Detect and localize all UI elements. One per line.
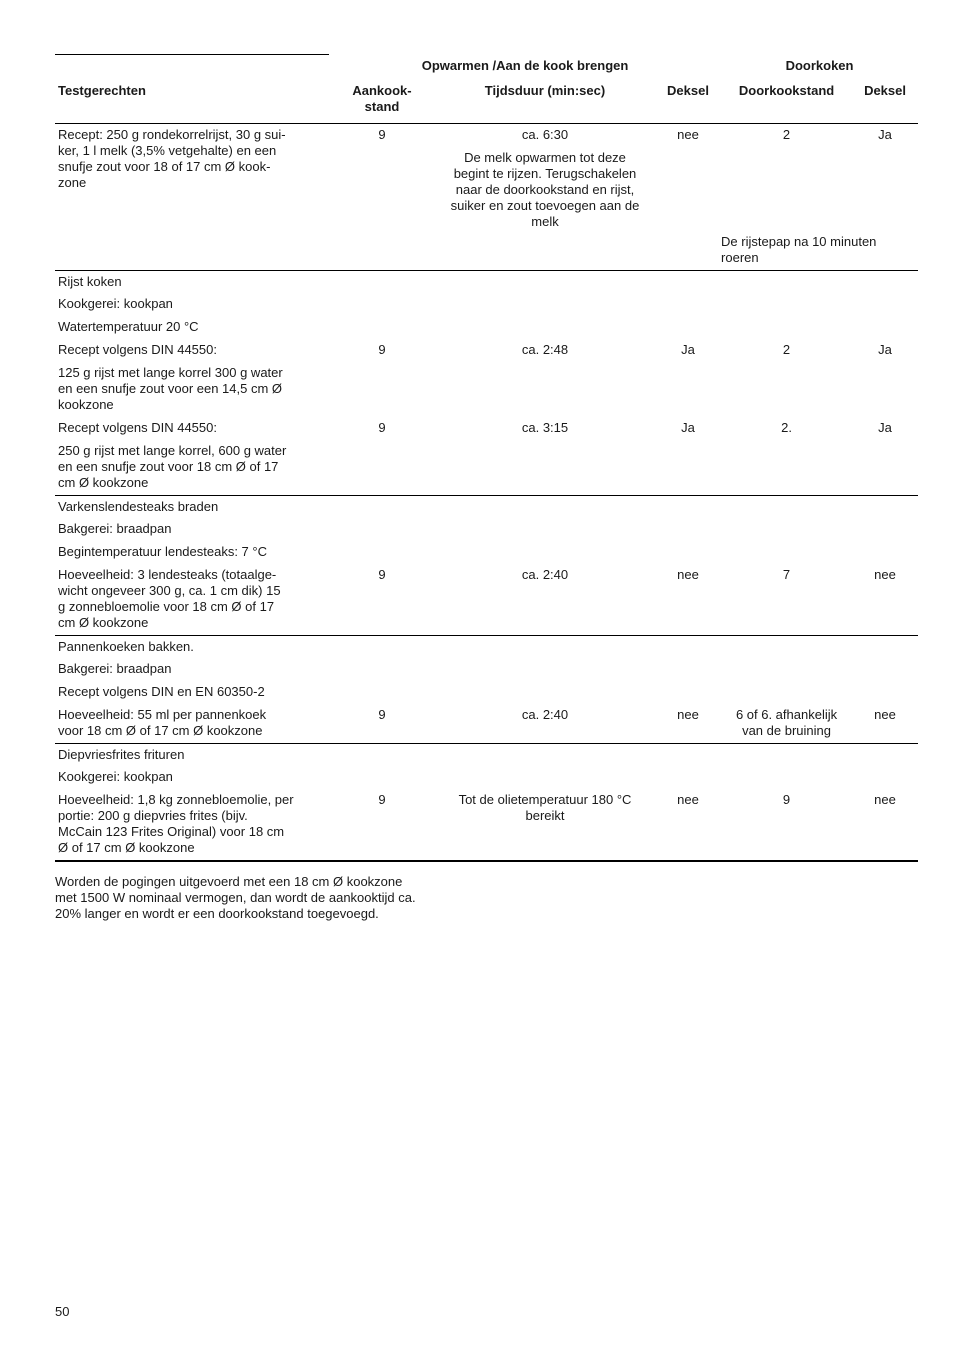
table-row (55, 316, 918, 339)
col-header-dish: Testgerechten (58, 82, 146, 98)
table-row (55, 417, 918, 440)
fries-lid: nee (655, 789, 721, 861)
rice-recipe-1-lid-cook: Ja (878, 341, 892, 357)
table-row (55, 362, 918, 417)
steaks-lid-cook: nee (874, 566, 896, 582)
fries-time: Tot de olietemperatuur 180 °C bereikt (435, 789, 655, 861)
rice-recipe-1-level: 9 (378, 341, 386, 357)
rice-cookware: Kookgerei: kookpan (58, 295, 173, 311)
table-row (55, 518, 918, 541)
table-row (55, 658, 918, 681)
steaks-time: ca. 2:40 (521, 566, 569, 582)
rice-pudding-time-note: De melk opwarmen tot deze begint te rijzen. Terugschakelen naar de doorkookstand en rijst, suiker en zout toevoegen aan de melk (450, 149, 640, 229)
section-title-pancakes: Pannenkoeken bakken. (55, 635, 329, 658)
table-row (55, 564, 918, 636)
pancakes-cook-level: 6 of 6. afhankelijk van de bruining (735, 706, 838, 738)
table-row (55, 339, 918, 362)
rice-pudding-lid: nee (655, 123, 721, 234)
pancakes-amount: Hoeveelheid: 55 ml per pannenkoek voor 18 cm Ø of 17 cm Ø kookzone (58, 706, 267, 738)
header-group-row (55, 55, 918, 77)
table-row (55, 789, 918, 861)
col-header-time: Tijdsduur (min:sec) (484, 82, 606, 98)
col-header-lid: Deksel (667, 82, 709, 98)
pancakes-lid-cook: nee (874, 706, 896, 722)
pancakes-cookware: Bakgerei: braadpan (58, 660, 172, 676)
rice-recipe-1-time: ca. 2:48 (521, 341, 569, 357)
table-row (55, 440, 918, 496)
col-header-cook-level: Doorkookstand (738, 82, 835, 98)
fries-cookware: Kookgerei: kookpan (58, 768, 173, 784)
rice-water-temp: Watertemperatuur 20 °C (58, 318, 199, 334)
pancakes-recipe: Recept volgens DIN en EN 60350-2 (58, 683, 265, 699)
rice-recipe-1-lid: Ja (681, 341, 695, 357)
steaks-start-temp: Begintemperatuur lendesteaks: 7 °C (58, 543, 267, 559)
rice-pudding-time: ca. 6:30 (521, 126, 569, 142)
fries-cook-level: 9 (721, 789, 852, 861)
group-heading-warm: Opwarmen /Aan de kook brengen (421, 57, 629, 73)
rice-pudding-cook-level: 2 (721, 123, 852, 234)
col-header-lid-cook: Deksel (864, 82, 906, 98)
section-title-rice: Rijst koken (55, 270, 329, 293)
table-row (55, 293, 918, 316)
fries-lid-cook: nee (852, 789, 918, 861)
rice-pudding-recipe: Recept: 250 g rondekorrelrijst, 30 g sui- ker, 1 l melk (3,5% vetgehalte) en een snufje zout voor 18 of 17 cm Ø kook- zone (55, 123, 329, 234)
table-row (55, 541, 918, 564)
rice-recipe-2-label: Recept volgens DIN 44550: (58, 419, 217, 435)
table-row (55, 635, 918, 658)
rice-recipe-1-cook-level: 2 (782, 341, 791, 357)
pancakes-lid: nee (677, 706, 699, 722)
table-row (55, 766, 918, 789)
steaks-amount: Hoeveelheid: 3 lendesteaks (totaalge- wicht ongeveer 300 g, ca. 1 cm dik) 15 g zonnebloemolie voor 18 cm Ø of 17 cm Ø kookzone (58, 566, 281, 630)
rice-recipe-2-lid: Ja (681, 419, 695, 435)
steaks-cook-level: 7 (782, 566, 791, 582)
steaks-lid: nee (677, 566, 699, 582)
page-number: 50 (55, 1304, 70, 1319)
section-title-steaks: Varkenslendesteaks braden (55, 495, 329, 518)
rice-recipe-2-time: ca. 3:15 (521, 419, 569, 435)
rice-pudding-cook-note: De rijstepap na 10 minuten roeren (721, 233, 877, 265)
rice-pudding-time-cell (435, 123, 655, 234)
footnote: Worden de pogingen uitgevoerd met een 18 cm Ø kookzone met 1500 W nominaal vermogen, dan wordt de aankooktijd ca. 20% langer en wordt er een doorkookstand toegevoegd. (55, 874, 416, 921)
group-heading-cook: Doorkoken (785, 57, 854, 73)
steaks-cookware: Bakgerei: braadpan (58, 520, 172, 536)
table-row (55, 270, 918, 293)
table-row (55, 681, 918, 704)
rice-recipe-2-cook-level: 2. (781, 419, 792, 435)
table-row (55, 743, 918, 766)
rice-pudding-lid-cook: Ja (852, 123, 918, 234)
rice-recipe-1-desc: 125 g rijst met lange korrel 300 g water en een snufje zout voor een 14,5 cm Ø kookzone (58, 364, 283, 412)
fries-amount: Hoeveelheid: 1,8 kg zonnebloemolie, per portie: 200 g diepvries frites (bijv. McCain 123 Frites Original) voor 18 cm Ø of 17 cm Ø kookzone (55, 789, 329, 861)
rice-recipe-2-level: 9 (378, 419, 386, 435)
test-dishes-table (55, 54, 918, 862)
pancakes-level: 9 (378, 706, 386, 722)
fries-level: 9 (329, 789, 435, 861)
table-row (55, 495, 918, 518)
section-title-fries: Diepvriesfrites frituren (55, 743, 329, 766)
rice-recipe-2-lid-cook: Ja (878, 419, 892, 435)
rice-recipe-1-label: Recept volgens DIN 44550: (58, 341, 217, 357)
header-row (55, 77, 918, 124)
table-row (55, 234, 918, 271)
rice-pudding-level: 9 (329, 123, 435, 234)
steaks-level: 9 (378, 566, 386, 582)
table-row (55, 704, 918, 744)
rice-recipe-2-desc: 250 g rijst met lange korrel, 600 g water en een snufje zout voor 18 cm Ø of 17 cm Ø kookzone (58, 442, 287, 490)
col-header-level: Aankook- stand (352, 82, 412, 114)
table-row (55, 123, 918, 234)
pancakes-time: ca. 2:40 (521, 706, 569, 722)
